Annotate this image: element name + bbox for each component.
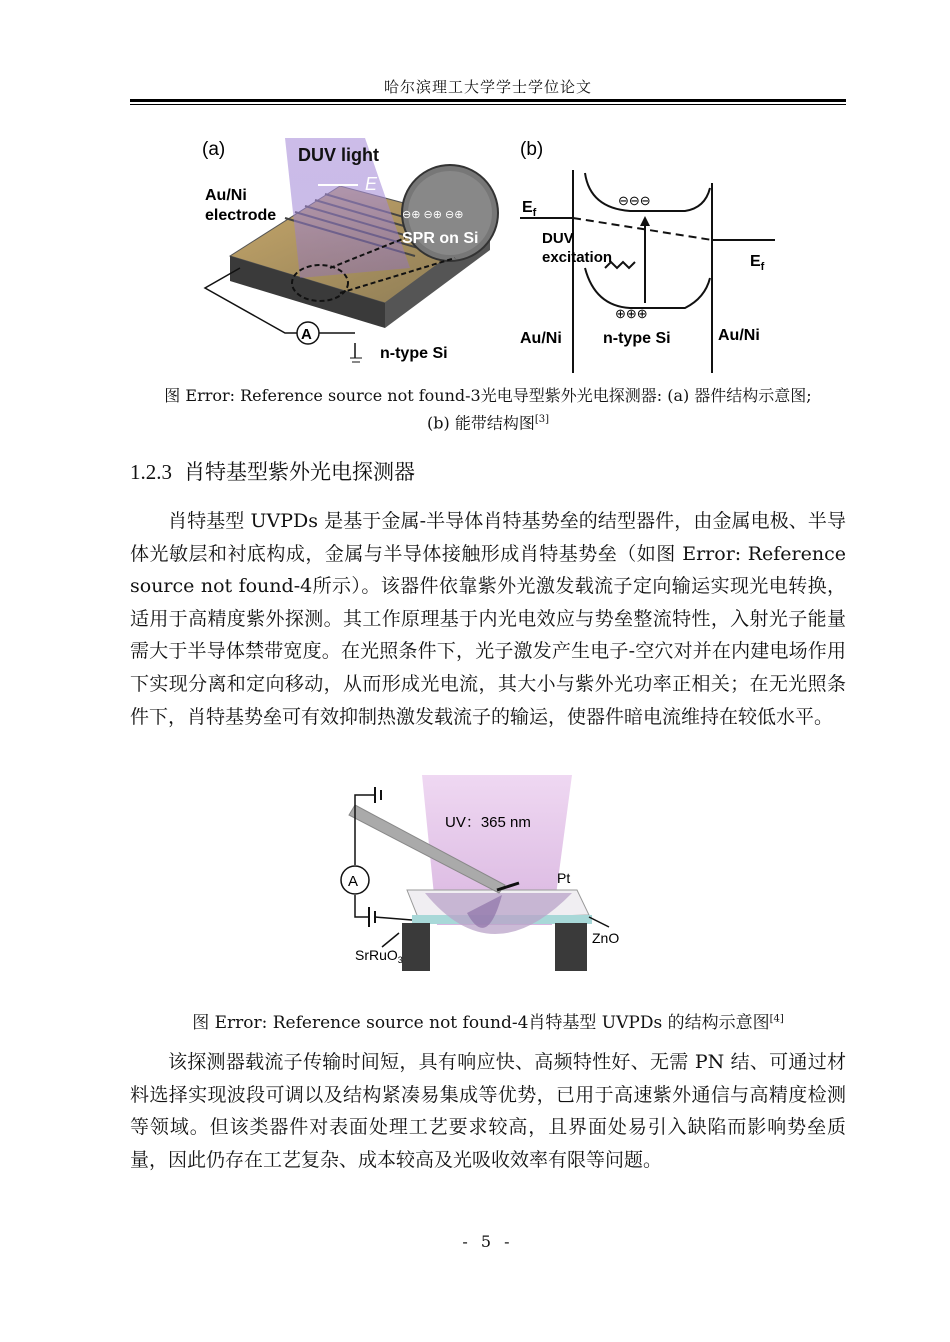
label-b: (b) (520, 139, 544, 160)
electrode-label-1: Au/Ni (205, 187, 247, 204)
svg-text:⊕⊕⊕: ⊕⊕⊕ (615, 306, 648, 321)
caption-1-line2: (b) 能带结构图 (427, 413, 535, 433)
section-heading (130, 456, 415, 486)
electrode-label-2: electrode (205, 207, 277, 224)
section-number: 1.2.3 (130, 460, 172, 484)
svg-text:A: A (301, 326, 312, 343)
ntype-label-b: n-type Si (603, 330, 671, 347)
au-right-label: Au/Ni (718, 327, 760, 344)
valence-band (585, 268, 710, 308)
svg-text:⊖⊕ ⊖⊕ ⊖⊕: ⊖⊕ ⊖⊕ ⊖⊕ (402, 209, 464, 221)
paragraph-1: 肖特基型 UVPDs 是基于金属-半导体肖特基势垒的结型器件，由金属电极、半导体光敏层和衬底构成，金属与半导体接触形成肖特基势垒（如图 Error: Reference source not found-4所示）。该器件依靠紫外光激发载流子定向输运实现光电转换，适用于高精度紫外探测。其工作原理基于内光电效应与势垒整流特性，入射光子能量需大于半导体禁带宽度。在光照条件下，光子激发产生电子-空穴对并在内建电场作用下实现分离和定向移动，从而形成光电流，其大小与紫外光功率正相关；在无光照条件下，肖特基势垒可有效抑制热激发载流子的输运，使器件暗电流维持在较低水平。 (130, 510, 846, 728)
figure-1 (190, 128, 780, 378)
section-title: 肖特基型紫外光电探测器 (184, 460, 415, 484)
paragraph-2: 该探测器载流子传输时间短，具有响应快、高频特性好、无需 PN 结、可通过材料选择实现波段可调以及结构紧凑易集成等优势，已用于高速紫外通信与高精度检测等领域。但该类器件对表面处理工艺要求较高，且界面处易引入缺陷而影响势垒质量，因此仍存在工艺复杂、成本较高及光吸收效率有限等问题。 (130, 1051, 846, 1171)
srruo-label: SrRuO$_3$ (355, 947, 403, 965)
caption-1-ref: [3] (534, 414, 549, 425)
figure-2-caption: 图 Error: Reference source not found-4肖特基型 UVPDs 的结构示意图[4] (192, 1013, 784, 1033)
svg-text:A: A (348, 873, 359, 890)
duv-light-label: DUV light (298, 145, 379, 165)
caption-1-line1: 图 Error: Reference source not found-3光电导型紫外光电探测器: (a) 器件结构示意图; (164, 386, 812, 405)
excitation-label-1: DUV (542, 230, 574, 247)
ntype-label-a: n-type Si (380, 345, 448, 362)
running-header: 哈尔滨理工大学学士学位论文 (383, 78, 592, 96)
page-number: - 5 - (462, 1232, 514, 1251)
pt-label: Pt (557, 870, 571, 886)
uv-label: UV：365 nm (445, 814, 531, 831)
figure-2 (327, 775, 645, 995)
header-rule-thin (130, 104, 846, 105)
e-field-label: E (365, 174, 378, 194)
zno-label: ZnO (592, 930, 620, 946)
excitation-label-2: excitation (542, 249, 613, 266)
svg-text:⊖⊖⊖: ⊖⊖⊖ (618, 193, 651, 208)
spr-label: SPR on Si (402, 230, 479, 247)
header-rule-thick (130, 99, 846, 102)
ef-left: $E_f$ (522, 199, 537, 219)
ef-right: $E_f$ (750, 253, 765, 273)
au-left-label: Au/Ni (520, 330, 562, 347)
label-a: (a) (202, 139, 226, 160)
figure-1-caption (130, 384, 846, 435)
caption-2-ref: [4] (769, 1013, 784, 1025)
